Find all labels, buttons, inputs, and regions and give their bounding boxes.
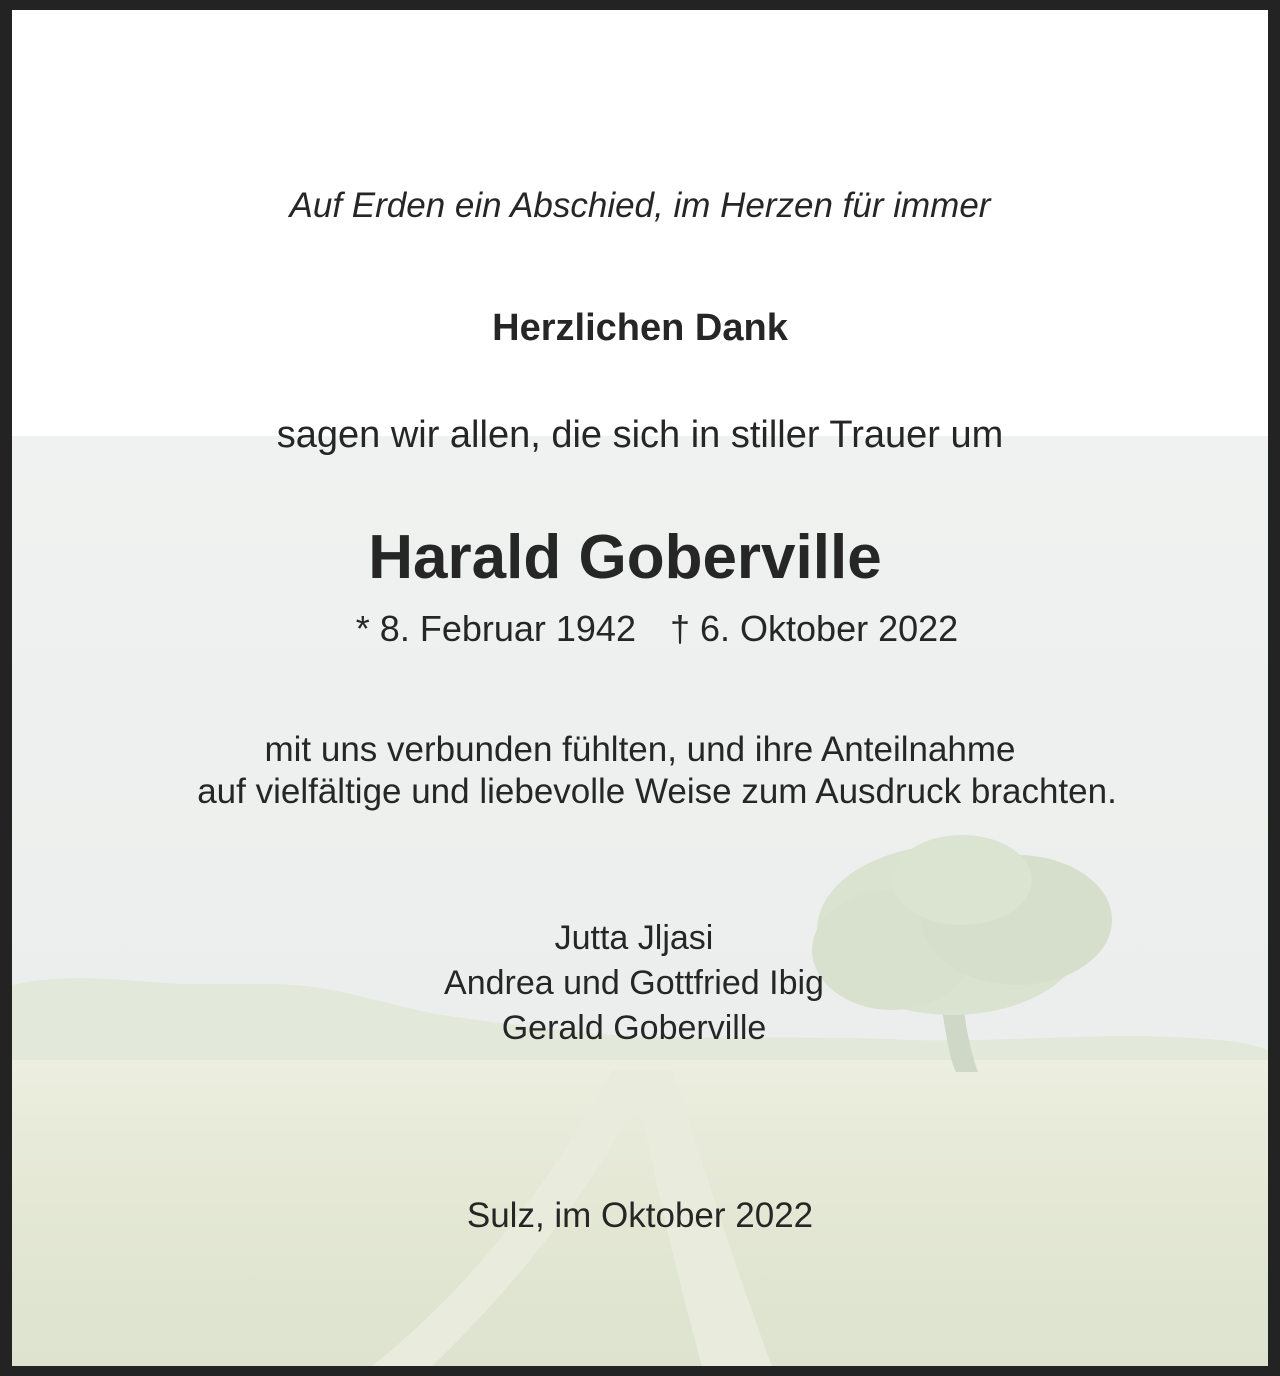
signer: Andrea und Gottfried Ibig: [444, 964, 824, 1002]
life-dates: [12, 608, 1280, 650]
motto: Auf Erden ein Abschied, im Herzen für immer: [289, 186, 991, 225]
body-text-line-1: mit uns verbunden fühlten, und ihre Anteilnahme: [264, 730, 1016, 769]
signers-list: [12, 916, 1256, 1051]
deceased-name: Harald Goberville: [368, 523, 882, 592]
thanks-heading: Herzlichen Dank: [492, 307, 788, 349]
intro-text: sagen wir allen, die sich in stiller Trauer um: [276, 414, 1004, 456]
signer: Jutta Jljasi: [554, 919, 714, 957]
body-text-line-2: auf vielfältige und liebevolle Weise zum Ausdruck brachten.: [197, 772, 1117, 811]
signer: Gerald Goberville: [501, 1009, 767, 1047]
death-date: † 6. Oktober 2022: [669, 608, 959, 649]
birth-date: * 8. Februar 1942: [355, 608, 636, 649]
place-date: Sulz, im Oktober 2022: [466, 1196, 814, 1235]
